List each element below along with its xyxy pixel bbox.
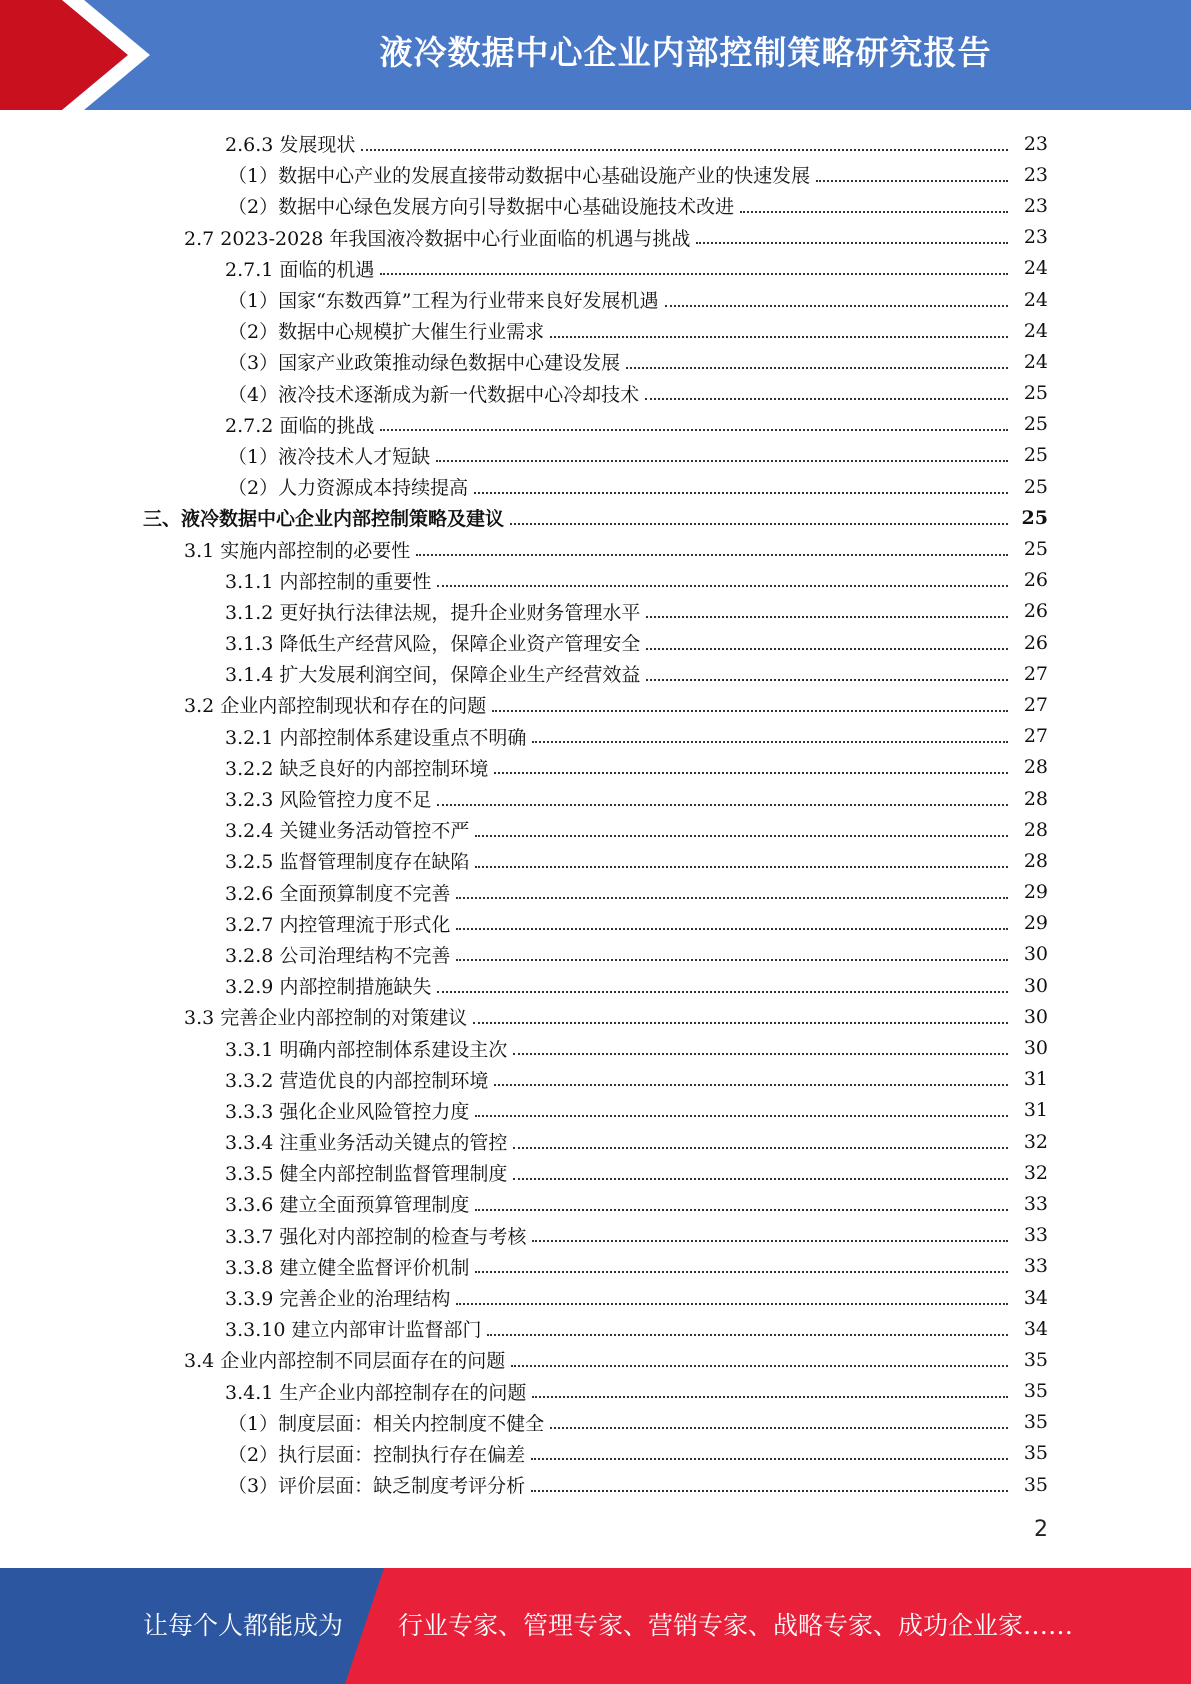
footer-slogan-left: 让每个人都能成为 xyxy=(143,1611,344,1640)
toc-dot-leader xyxy=(474,492,1008,494)
toc-entry-page: 28 xyxy=(1023,787,1048,810)
toc-entry[interactable] xyxy=(0,1438,1191,1469)
toc-entry-label: 3.3.10 建立内部审计监督部门 xyxy=(225,1319,482,1342)
toc-entry-page: 25 xyxy=(1023,538,1048,561)
toc-entry[interactable] xyxy=(0,502,1191,533)
toc-entry-page: 23 xyxy=(1023,194,1048,217)
toc-entry-page: 33 xyxy=(1023,1224,1048,1247)
toc-entry[interactable] xyxy=(0,596,1191,627)
toc-entry-label: （1）制度层面：相关内控制度不健全 xyxy=(228,1412,545,1435)
toc-entry[interactable] xyxy=(0,721,1191,752)
toc-entry-page: 26 xyxy=(1023,569,1048,592)
toc-dot-leader xyxy=(550,1427,1008,1429)
toc-dot-leader xyxy=(696,242,1008,244)
toc-entry-label: （1）国家“东数西算”工程为行业带来良好发展机遇 xyxy=(228,290,659,313)
toc-entry-label: （1）液冷技术人才短缺 xyxy=(228,445,431,468)
toc-entry-page: 34 xyxy=(1023,1317,1048,1340)
toc-entry[interactable] xyxy=(0,159,1191,190)
toc-entry[interactable] xyxy=(0,814,1191,845)
toc-entry-label: 3.3.7 强化对内部控制的检查与考核 xyxy=(225,1225,527,1248)
toc-entry-page: 26 xyxy=(1023,631,1048,654)
toc-entry[interactable] xyxy=(0,1064,1191,1095)
toc-entry-label: 3.2 企业内部控制现状和存在的问题 xyxy=(184,695,487,718)
toc-dot-leader xyxy=(665,305,1008,307)
toc-entry-page: 33 xyxy=(1023,1192,1048,1215)
toc-entry[interactable] xyxy=(0,128,1191,159)
toc-dot-leader xyxy=(513,1147,1008,1149)
toc-dot-leader xyxy=(645,398,1008,400)
toc-entry[interactable] xyxy=(0,845,1191,876)
toc-entry[interactable] xyxy=(0,1126,1191,1157)
toc-dot-leader xyxy=(646,679,1008,681)
toc-entry-label: 3.2.2 缺乏良好的内部控制环境 xyxy=(225,757,489,780)
page-footer xyxy=(0,1568,1191,1684)
toc-entry[interactable] xyxy=(0,1376,1191,1407)
toc-entry-page: 24 xyxy=(1023,319,1048,342)
toc-dot-leader xyxy=(531,1458,1008,1460)
report-title: 液冷数据中心企业内部控制策略研究报告 xyxy=(379,33,992,72)
toc-entry-label: 3.1.4 扩大发展利润空间，保障企业生产经营效益 xyxy=(225,664,641,687)
toc-entry-page: 25 xyxy=(1023,413,1048,436)
toc-entry[interactable] xyxy=(0,1032,1191,1063)
toc-dot-leader xyxy=(473,1022,1008,1024)
toc-entry-label: （2）数据中心规模扩大催生行业需求 xyxy=(228,321,545,344)
toc-entry[interactable] xyxy=(0,222,1191,253)
toc-entry-page: 27 xyxy=(1023,693,1048,716)
toc-dot-leader xyxy=(492,710,1008,712)
toc-dot-leader xyxy=(437,585,1008,587)
toc-entry-page: 29 xyxy=(1023,912,1048,935)
toc-entry-label: 3.3.4 注重业务活动关键点的管控 xyxy=(225,1132,508,1155)
toc-dot-leader xyxy=(510,523,1008,525)
toc-dot-leader xyxy=(475,1209,1008,1211)
toc-dot-leader xyxy=(531,1490,1008,1492)
toc-entry[interactable] xyxy=(0,627,1191,658)
toc-entry-label: 3.1.2 更好执行法律法规，提升企业财务管理水平 xyxy=(225,601,641,624)
toc-entry-label: 2.7.1 面临的机遇 xyxy=(225,258,375,281)
toc-entry[interactable] xyxy=(0,253,1191,284)
toc-entry-label: 3.4 企业内部控制不同层面存在的问题 xyxy=(184,1350,506,1373)
toc-entry[interactable] xyxy=(0,689,1191,720)
toc-entry[interactable] xyxy=(0,1095,1191,1126)
toc-dot-leader xyxy=(740,211,1008,213)
toc-entry[interactable] xyxy=(0,877,1191,908)
toc-dot-leader xyxy=(437,991,1008,993)
toc-entry[interactable] xyxy=(0,939,1191,970)
toc-dot-leader xyxy=(456,928,1008,930)
toc-entry-label: 3.1.1 内部控制的重要性 xyxy=(225,570,432,593)
toc-dot-leader xyxy=(494,1084,1008,1086)
toc-entry[interactable] xyxy=(0,1407,1191,1438)
toc-dot-leader xyxy=(475,1115,1008,1117)
toc-entry[interactable] xyxy=(0,190,1191,221)
toc-entry-label: 3.2.5 监督管理制度存在缺陷 xyxy=(225,851,470,874)
toc-entry-label: 3.1 实施内部控制的必要性 xyxy=(184,539,411,562)
toc-entry-page: 33 xyxy=(1023,1255,1048,1278)
toc-entry-label: 3.4.1 生产企业内部控制存在的问题 xyxy=(225,1381,527,1404)
toc-dot-leader xyxy=(380,273,1008,275)
toc-entry-label: 3.3.1 明确内部控制体系建设主次 xyxy=(225,1038,508,1061)
toc-entry-page: 23 xyxy=(1023,163,1048,186)
toc-entry-label: （2）执行层面：控制执行存在偏差 xyxy=(228,1443,526,1466)
toc-entry[interactable] xyxy=(0,1001,1191,1032)
toc-entry[interactable] xyxy=(0,1188,1191,1219)
toc-entry-label: 3.3.6 建立全面预算管理制度 xyxy=(225,1194,470,1217)
toc-entry-page: 23 xyxy=(1023,226,1048,249)
toc-dot-leader xyxy=(532,1240,1008,1242)
toc-entry-page: 24 xyxy=(1023,350,1048,373)
toc-entry-page: 35 xyxy=(1023,1380,1048,1403)
toc-entry-page: 35 xyxy=(1023,1348,1048,1371)
toc-entry-label: 3.3.2 营造优良的内部控制环境 xyxy=(225,1069,489,1092)
page-number: 2 xyxy=(1034,1517,1048,1542)
toc-entry-label: 3.2.6 全面预算制度不完善 xyxy=(225,882,451,905)
toc-dot-leader xyxy=(532,1396,1008,1398)
toc-dot-leader xyxy=(475,866,1008,868)
toc-entry[interactable] xyxy=(0,565,1191,596)
toc-dot-leader xyxy=(511,1365,1008,1367)
toc-entry-page: 30 xyxy=(1023,943,1048,966)
toc-entry-page: 28 xyxy=(1023,756,1048,779)
toc-dot-leader xyxy=(487,1334,1008,1336)
toc-entry-page: 28 xyxy=(1023,849,1048,872)
toc-entry-label: 3.2.3 风险管控力度不足 xyxy=(225,789,432,812)
toc-entry[interactable] xyxy=(0,315,1191,346)
table-of-contents xyxy=(0,128,1191,1500)
toc-entry-page: 35 xyxy=(1023,1411,1048,1434)
toc-entry-page: 35 xyxy=(1023,1442,1048,1465)
toc-entry-page: 30 xyxy=(1023,974,1048,997)
toc-entry-page: 24 xyxy=(1023,257,1048,280)
page-header xyxy=(0,0,1191,110)
toc-entry[interactable] xyxy=(0,970,1191,1001)
toc-entry-page: 30 xyxy=(1023,1005,1048,1028)
toc-dot-leader xyxy=(646,648,1008,650)
toc-entry[interactable] xyxy=(0,1251,1191,1282)
toc-entry[interactable] xyxy=(0,1469,1191,1500)
toc-entry[interactable] xyxy=(0,409,1191,440)
toc-entry-label: 3.2.8 公司治理结构不完善 xyxy=(225,944,451,967)
toc-entry-page: 27 xyxy=(1023,662,1048,685)
toc-dot-leader xyxy=(456,1303,1008,1305)
toc-entry-label: （4）液冷技术逐渐成为新一代数据中心冷却技术 xyxy=(228,383,640,406)
toc-entry-page: 34 xyxy=(1023,1286,1048,1309)
toc-entry-page: 26 xyxy=(1023,600,1048,623)
toc-entry-label: 3.3.8 建立健全监督评价机制 xyxy=(225,1256,470,1279)
toc-entry-page: 23 xyxy=(1023,132,1048,155)
toc-entry-page: 35 xyxy=(1023,1473,1048,1496)
toc-entry[interactable] xyxy=(0,1220,1191,1251)
toc-dot-leader xyxy=(550,336,1008,338)
toc-dot-leader xyxy=(626,367,1008,369)
toc-entry-label: 3.3.9 完善企业的治理结构 xyxy=(225,1288,451,1311)
toc-entry-label: 3.2.9 内部控制措施缺失 xyxy=(225,976,432,999)
toc-entry-label: 3.2.1 内部控制体系建设重点不明确 xyxy=(225,726,527,749)
toc-dot-leader xyxy=(475,835,1008,837)
toc-dot-leader xyxy=(380,429,1008,431)
toc-entry-page: 32 xyxy=(1023,1130,1048,1153)
toc-entry-page: 30 xyxy=(1023,1037,1048,1060)
toc-entry-label: 3.3.5 健全内部控制监督管理制度 xyxy=(225,1163,508,1186)
toc-entry-label: （2）人力资源成本持续提高 xyxy=(228,477,469,500)
toc-entry-page: 27 xyxy=(1023,725,1048,748)
toc-entry-label: 3.2.4 关键业务活动管控不严 xyxy=(225,820,470,843)
toc-entry-label: 3.2.7 内控管理流于形式化 xyxy=(225,913,451,936)
toc-entry-label: 2.7.2 面临的挑战 xyxy=(225,414,375,437)
toc-entry-label: （3）评价层面：缺乏制度考评分析 xyxy=(228,1475,526,1498)
toc-dot-leader xyxy=(456,897,1008,899)
toc-entry[interactable] xyxy=(0,1313,1191,1344)
toc-entry[interactable] xyxy=(0,908,1191,939)
toc-entry-page: 25 xyxy=(1023,382,1048,405)
toc-entry-page: 28 xyxy=(1023,818,1048,841)
header-red-arrow-decoration xyxy=(0,0,160,110)
toc-entry-label: （3）国家产业政策推动绿色数据中心建设发展 xyxy=(228,352,621,375)
toc-entry-page: 25 xyxy=(1023,475,1048,498)
toc-entry-label: 3.3.3 强化企业风险管控力度 xyxy=(225,1100,470,1123)
toc-entry-label: 三、液冷数据中心企业内部控制策略及建议 xyxy=(143,508,505,531)
toc-entry[interactable] xyxy=(0,658,1191,689)
toc-entry[interactable] xyxy=(0,378,1191,409)
toc-dot-leader xyxy=(475,1271,1008,1273)
toc-entry-label: （1）数据中心产业的发展直接带动数据中心基础设施产业的快速发展 xyxy=(228,165,811,188)
toc-dot-leader xyxy=(816,180,1008,182)
footer-slogan-right: 行业专家、管理专家、营销专家、战略专家、成功企业家…… xyxy=(398,1611,1074,1640)
toc-entry-page: 25 xyxy=(1021,506,1048,529)
toc-entry[interactable] xyxy=(0,1282,1191,1313)
toc-dot-leader xyxy=(646,616,1008,618)
toc-entry-page: 29 xyxy=(1023,881,1048,904)
toc-entry[interactable] xyxy=(0,346,1191,377)
toc-dot-leader xyxy=(437,804,1008,806)
toc-entry-label: 3.1.3 降低生产经营风险，保障企业资产管理安全 xyxy=(225,633,641,656)
toc-dot-leader xyxy=(416,554,1008,556)
toc-entry[interactable] xyxy=(0,440,1191,471)
toc-dot-leader xyxy=(456,959,1008,961)
toc-entry[interactable] xyxy=(0,471,1191,502)
toc-entry-label: 2.7 2023-2028 年我国液冷数据中心行业面临的机遇与挑战 xyxy=(184,227,691,250)
toc-entry-page: 24 xyxy=(1023,288,1048,311)
toc-entry[interactable] xyxy=(0,284,1191,315)
toc-entry[interactable] xyxy=(0,533,1191,564)
toc-entry-page: 32 xyxy=(1023,1161,1048,1184)
toc-entry-label: 3.3 完善企业内部控制的对策建议 xyxy=(184,1007,468,1030)
toc-dot-leader xyxy=(513,1178,1008,1180)
toc-entry-label: 2.6.3 发展现状 xyxy=(225,134,356,157)
toc-entry[interactable] xyxy=(0,1157,1191,1188)
toc-dot-leader xyxy=(436,460,1008,462)
toc-entry[interactable] xyxy=(0,783,1191,814)
toc-dot-leader xyxy=(361,149,1008,151)
toc-entry[interactable] xyxy=(0,1344,1191,1375)
toc-entry-label: （2）数据中心绿色发展方向引导数据中心基础设施技术改进 xyxy=(228,196,735,219)
toc-dot-leader xyxy=(532,741,1008,743)
toc-dot-leader xyxy=(494,772,1008,774)
toc-entry-page: 25 xyxy=(1023,444,1048,467)
toc-dot-leader xyxy=(513,1053,1008,1055)
toc-entry-page: 31 xyxy=(1023,1068,1048,1091)
toc-entry[interactable] xyxy=(0,752,1191,783)
toc-entry-page: 31 xyxy=(1023,1099,1048,1122)
